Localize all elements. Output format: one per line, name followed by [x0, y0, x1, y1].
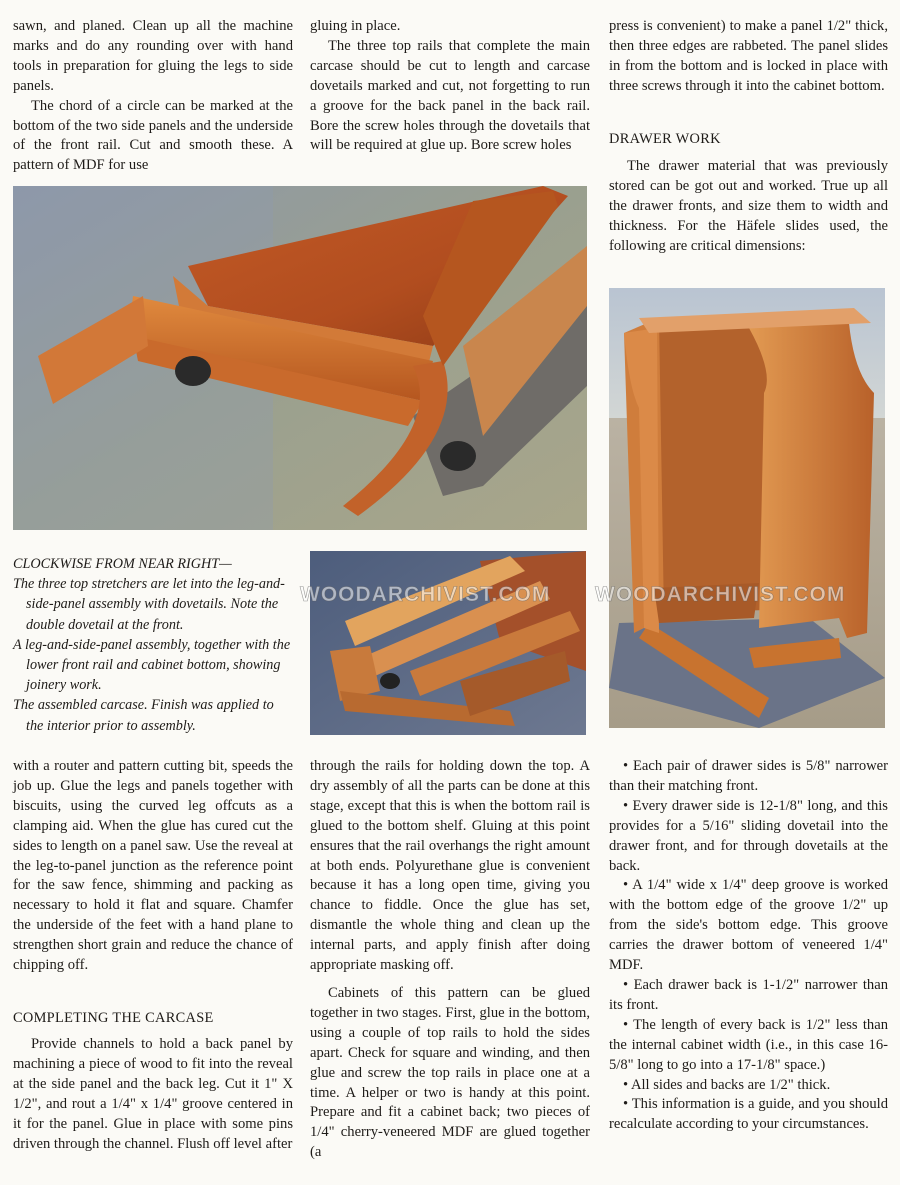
paragraph: gluing in place. [310, 18, 401, 34]
col2-bottom-text [310, 757, 590, 1163]
list-item: • The length of every back is 1/2" less than the internal cabinet width (i.e., in this case 16-5/8" long to go into a 17-1/8" space.) [609, 1016, 888, 1073]
caption-item: The assembled carcase. Finish was applied to the interior prior to assembly. [13, 697, 274, 734]
paragraph: The three top rails that complete the main carcase should be cut to length and carcase dovetails marked and cut, not forgetting to run a groove for the back panel in the back rail. Bore the screw holes through the dovetails that will be required at glue up. Bore screw holes [310, 37, 590, 154]
col1-top-text [13, 17, 293, 176]
paragraph: The drawer material that was previously stored can be got out and worked. True up all the drawer fronts, and size them to width and thickness. For the Häfele slides used, the following are critical dimensions: [609, 158, 888, 254]
paragraph: through the rails for holding down the top. A dry assembly of all the parts can be done at this stage, except that this is when the bottom rail is glued to the bottom shelf. Gluing at this point ensures that the rail overhangs the right amount at both ends. Polyurethane glue is convenient because it has a long open time, giving you chance to fiddle. Once the glue has set, dismantle the whole thing and clean up the internal parts, and apply finish after doing appropriate masking off. [310, 758, 590, 974]
paragraph: sawn, and planed. Clean up all the machine marks and do any rounding over with hand tools in preparation for gluing the legs to side panels. [13, 18, 293, 94]
col2-top-text [310, 17, 590, 156]
list-item: • Each drawer back is 1-1/2" narrower than its front. [609, 976, 888, 1013]
photo-assembled-carcase [609, 288, 885, 728]
caption-item: A leg-and-side-panel assembly, together with the lower front rail and cabinet bottom, showing joinery work. [13, 636, 291, 694]
photo-leg-panel-assembly [310, 551, 586, 735]
paragraph: with a router and pattern cutting bit, speeds the job up. Glue the legs and panels together with biscuits, using the curved leg offcuts as a clamping aid. When the glue has cured cut the sides to length on a panel saw. Use the reveal at the leg-to-panel junction as the reference point for the saw fence, shimming and packing as necessary to hold it flat and square. Chamfer the underside of the feet with a hand plane to strengthen short grain and reduce the chance of chipping off. [13, 758, 293, 974]
drawer-dimensions-list [609, 757, 888, 1135]
col3-drawer-text [609, 157, 888, 257]
list-item: • Each pair of drawer sides is 5/8" narrower than their matching front. [609, 758, 888, 794]
watermark: WOODARCHIVIST.COM [595, 583, 846, 606]
watermark: WOODARCHIVIST.COM [300, 583, 551, 606]
paragraph: The chord of a circle can be marked at the bottom of the two side panels and the underside of the front rail. Cut and smooth these. A pattern of MDF for use [13, 97, 293, 174]
caption-item: The three top stretchers are let into the leg-and-side-panel assembly with dovetails. Note the double dovetail at the front. [13, 576, 285, 633]
paragraph: press is convenient) to make a panel 1/2" thick, then three edges are rabbeted. The panel slides in from the bottom and is locked in place with three screws through it into the cabinet bottom. [609, 18, 888, 94]
col1-bottom-text [13, 757, 293, 976]
photo-side-assembly [13, 186, 587, 530]
list-item: • All sides and backs are 1/2" thick. [623, 1076, 831, 1093]
col3-top-text [609, 17, 888, 97]
caption-lead: CLOCKWISE FROM NEAR RIGHT— [13, 556, 232, 572]
list-item: • Every drawer side is 12-1/8" long, and this provides for a 5/16" sliding dovetail into the drawer front, and for through dovetails at the back. [609, 797, 888, 874]
heading-drawer-work: DRAWER WORK [609, 131, 721, 147]
list-item: • This information is a guide, and you should recalculate according to your circumstances. [609, 1096, 888, 1133]
photo-caption [13, 554, 293, 736]
heading-completing-the-carcase: COMPLETING THE CARCASE [13, 1010, 214, 1026]
list-item: • A 1/4" wide x 1/4" deep groove is worked with the bottom edge of the groove 1/2" up from the side's bottom edge. This groove carries the drawer bottom of veneered 1/4" MDF. [609, 877, 888, 974]
paragraph: Provide channels to hold a back panel by machining a piece of wood to fit into the reveal at the side panel and the back leg. Cut it 1" X 1/2", and rout a 1/4" x 1/4" groove centered in it for the panel. Glue in place with some pins driven through the channel. Flush off level after [13, 1036, 293, 1152]
paragraph: Cabinets of this pattern can be glued together in two stages. First, glue in the bottom, using a couple of top rails to hold the sides apart. Check for square and winding, and then glue and screw the top rails in place one at a time. A helper or two is handy at this point. Prepare and fit a cabinet back; two pieces of 1/4" cherry-veneered MDF are glued together (a [310, 984, 590, 1161]
col1-carcase-text [13, 1035, 293, 1154]
